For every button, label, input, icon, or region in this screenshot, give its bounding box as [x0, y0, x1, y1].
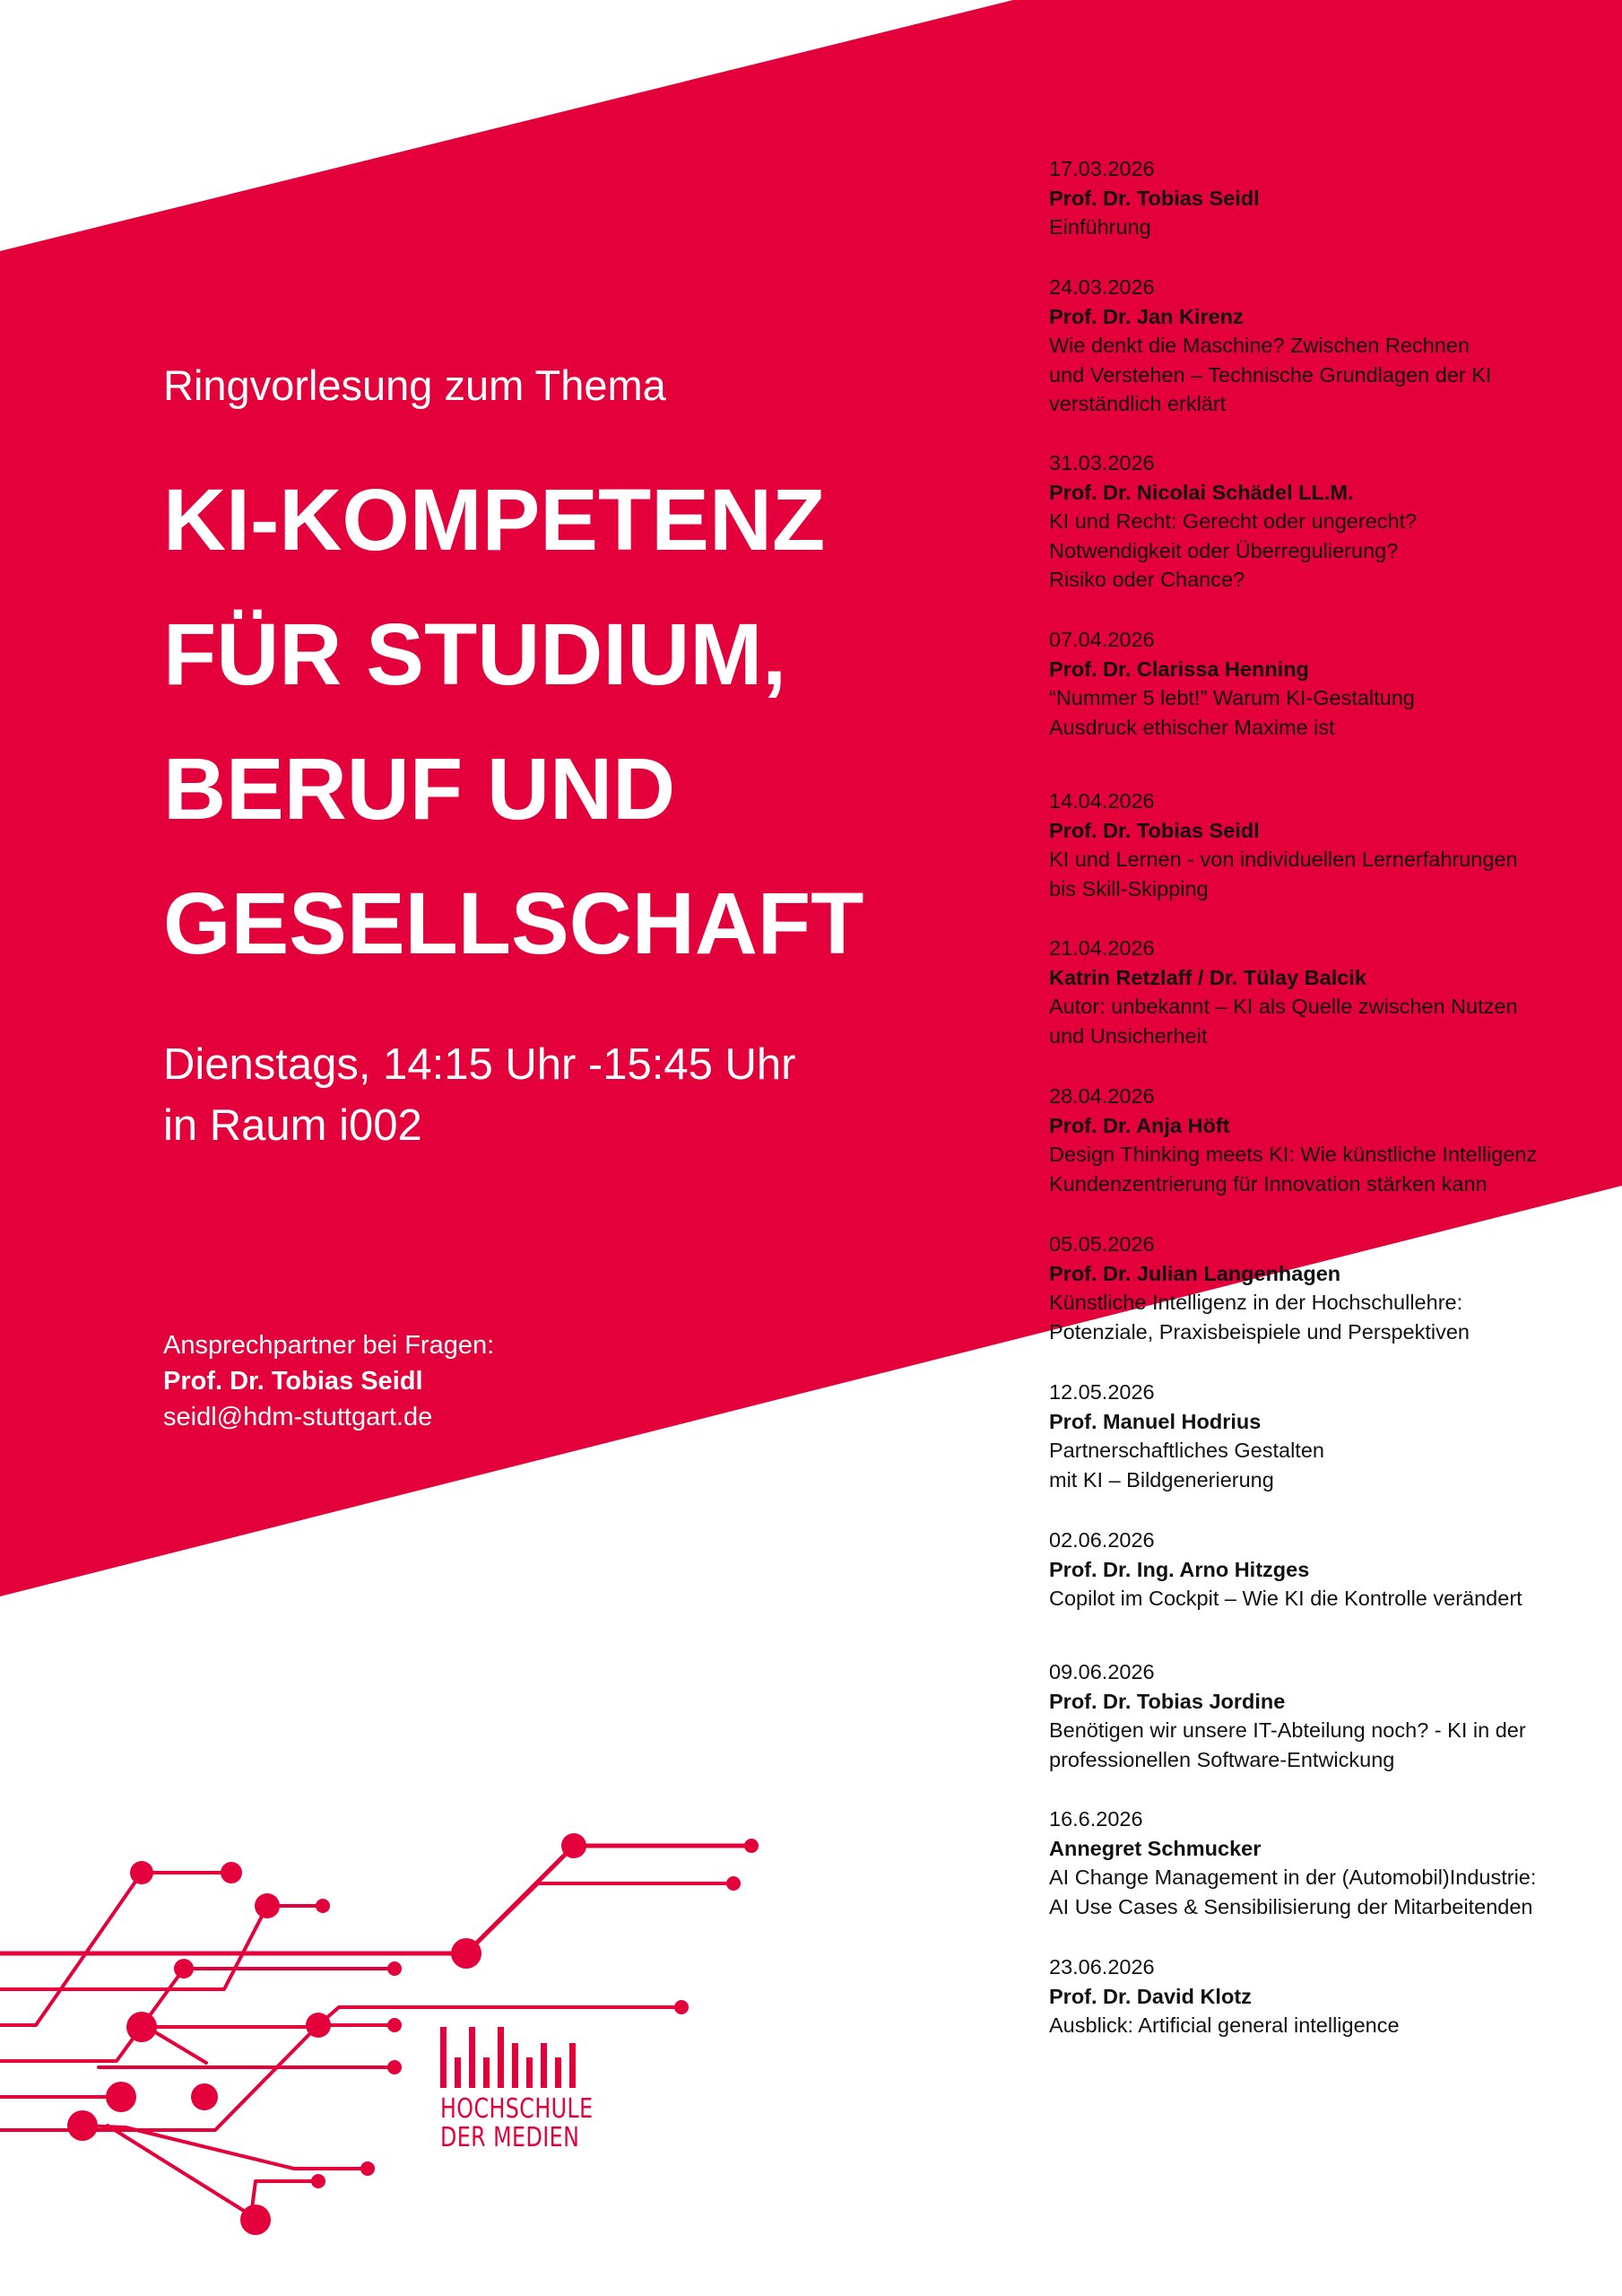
lecture-title-line: bis Skill-Skipping	[1049, 876, 1209, 900]
lecture-title-line: mit KI – Bildgenerierung	[1049, 1467, 1274, 1492]
lecture-title-line: Einführung	[1049, 215, 1151, 239]
lecture-series-intro: Ringvorlesung zum Thema	[163, 361, 666, 409]
lecture-title-line: Künstliche Intelligenz in der Hochschullehre:	[1049, 1291, 1463, 1314]
lecture-title-line: AI Change Management in der (Automobil)Industrie:	[1049, 1866, 1537, 1889]
time-location	[163, 1034, 795, 1156]
lecture-title-line: professionellen Software-Entwickung	[1049, 1747, 1395, 1771]
lecture-speaker: Prof. Dr. Tobias Seidl	[1049, 186, 1260, 210]
lecture-speaker: Prof. Dr. Jan Kirenz	[1049, 304, 1244, 328]
schedule-entry	[1049, 1952, 1622, 2040]
lecture-title-line: KI und Lernen - von individuellen Lernerfahrungen	[1049, 848, 1518, 871]
lecture-speaker: Prof. Dr. Anja Höft	[1049, 1113, 1230, 1137]
lecture-speaker: Prof. Dr. Nicolai Schädel LL.M.	[1049, 480, 1354, 504]
lecture-title-line: Partnerschaftliches Gestalten	[1049, 1439, 1324, 1462]
schedule-entry	[1049, 273, 1622, 419]
lecture-date: 05.05.2026	[1049, 1232, 1155, 1256]
schedule-entry	[1049, 1805, 1622, 1921]
lecture-title-line: Design Thinking meets KI: Wie künstliche Intelligenz	[1049, 1143, 1538, 1166]
schedule-entry	[1049, 448, 1622, 595]
headline	[163, 453, 863, 991]
lecture-title-line: AI Use Cases & Sensibilisierung der Mitarbeitenden	[1049, 1894, 1533, 1918]
lecture-speaker: Prof. Dr. Tobias Jordine	[1049, 1689, 1286, 1713]
lecture-title-line: Notwendigkeit oder Überregulierung?	[1049, 538, 1399, 562]
lecture-date: 21.04.2026	[1049, 936, 1155, 960]
lecture-speaker: Prof. Dr. David Klotz	[1049, 1984, 1252, 2008]
logo-line: DER MEDIEN	[440, 2122, 580, 2153]
contact-block	[163, 1327, 494, 1435]
lecture-title-line: Potenziale, Praxisbeispiele und Perspektiven	[1049, 1319, 1470, 1344]
lecture-date: 28.04.2026	[1049, 1084, 1155, 1108]
lecture-title-line: KI und Recht: Gerecht oder ungerecht?	[1049, 509, 1418, 533]
lecture-date: 23.06.2026	[1049, 1955, 1155, 1979]
lecture-title-line: Risiko oder Chance?	[1049, 568, 1245, 591]
lecture-date: 16.6.2026	[1049, 1807, 1143, 1831]
schedule-entry	[1049, 625, 1622, 742]
logo-text	[440, 2095, 594, 2152]
headline-line: FÜR STUDIUM,	[163, 605, 787, 703]
logo-line: HOCHSCHULE	[440, 2093, 594, 2125]
contact-name: Prof. Dr. Tobias Seidl	[163, 1367, 423, 1396]
headline-line: BERUF UND	[163, 740, 676, 838]
lecture-date: 31.03.2026	[1049, 451, 1155, 474]
lecture-title-line: Benötigen wir unsere IT-Abteilung noch? - KI in der	[1049, 1718, 1526, 1742]
schedule-entry	[1049, 1526, 1622, 1613]
lecture-date: 07.04.2026	[1049, 628, 1155, 651]
lecture-title-line: Autor: unbekannt – KI als Quelle zwischen Nutzen	[1049, 995, 1518, 1018]
location-line: in Raum i002	[163, 1101, 422, 1150]
schedule-entry	[1049, 1230, 1622, 1346]
lecture-date: 24.03.2026	[1049, 275, 1155, 299]
lecture-date: 12.05.2026	[1049, 1380, 1155, 1404]
lecture-title-line: “Nummer 5 lebt!” Warum KI-Gestaltung	[1049, 686, 1415, 709]
circuit-lines-graphic-icon	[0, 1794, 807, 2296]
schedule-entry	[1049, 154, 1622, 242]
headline-line: KI-KOMPETENZ	[163, 471, 826, 569]
lecture-date: 02.06.2026	[1049, 1528, 1155, 1552]
lecture-speaker: Prof. Dr. Clarissa Henning	[1049, 657, 1309, 681]
hdm-bars-logo-icon	[440, 2027, 614, 2088]
contact-label: Ansprechpartner bei Fragen:	[163, 1331, 495, 1360]
lecture-title-line: Copilot im Cockpit – Wie KI die Kontrolle verändert	[1049, 1587, 1522, 1610]
lecture-date: 17.03.2026	[1049, 157, 1155, 180]
headline-line: GESELLSCHAFT	[163, 874, 864, 972]
lecture-date: 14.04.2026	[1049, 789, 1155, 813]
university-logo	[440, 2027, 614, 2152]
lecture-speaker: Prof. Dr. Tobias Seidl	[1049, 818, 1260, 842]
lecture-speaker: Katrin Retzlaff / Dr. Tülay Balcik	[1049, 965, 1366, 989]
lecture-title-line: Ausdruck ethischer Maxime ist	[1049, 715, 1335, 739]
lecture-speaker: Prof. Dr. Julian Langenhagen	[1049, 1261, 1341, 1285]
lecture-title-line: Wie denkt die Maschine? Zwischen Rechnen	[1049, 334, 1470, 357]
lecture-speaker: Prof. Manuel Hodrius	[1049, 1409, 1262, 1433]
lecture-date: 09.06.2026	[1049, 1660, 1155, 1683]
lecture-title-line: Kundenzentrierung für Innovation stärken kann	[1049, 1171, 1488, 1196]
lecture-speaker: Annegret Schmucker	[1049, 1836, 1262, 1860]
schedule-entry	[1049, 787, 1622, 903]
schedule-entry	[1049, 934, 1622, 1050]
lecture-title-line: verständlich erklärt	[1049, 392, 1227, 415]
schedule-entry	[1049, 1657, 1622, 1774]
time-line: Dienstags, 14:15 Uhr -15:45 Uhr	[163, 1040, 796, 1089]
lecture-title-line: und Unsicherheit	[1049, 1023, 1208, 1048]
schedule-entry	[1049, 1378, 1622, 1494]
contact-email[interactable]: seidl@hdm-stuttgart.de	[163, 1403, 433, 1431]
lecture-speaker: Prof. Dr. Ing. Arno Hitzges	[1049, 1557, 1310, 1581]
lecture-title-line: und Verstehen – Technische Grundlagen der KI	[1049, 362, 1492, 387]
schedule-entry	[1049, 1082, 1622, 1198]
lecture-title-line: Ausblick: Artificial general intelligence	[1049, 2013, 1400, 2037]
